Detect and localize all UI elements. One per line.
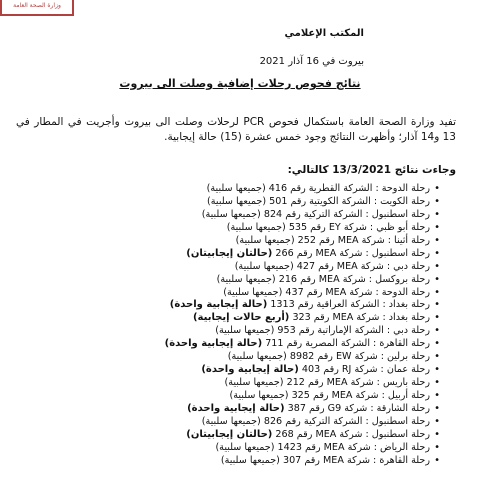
page-title: نتائج فحوص رحلات إضافية وصلت الى بيروت <box>119 77 361 90</box>
flight-test-result: (حالة إيجابية واحدة) <box>187 402 285 414</box>
flight-result-item <box>40 235 440 248</box>
results-heading: وجاءت نتائج 13/3/2021 كالتالي: <box>287 164 456 176</box>
flight-description: رحلة القاهرة : الشركة المصرية رقم 711 <box>262 338 430 350</box>
flight-test-result: (جميعها سلبية) <box>223 286 283 298</box>
flight-test-result: (حالتان إيجابيتان) <box>186 428 273 440</box>
flight-result-item <box>40 377 440 390</box>
release-date: بيروت في 16 آذار 2021 <box>259 56 364 67</box>
flight-result-item <box>40 274 440 287</box>
flight-test-result: (جميعها سلبية) <box>215 325 275 337</box>
flight-test-result: (جميعها سلبية) <box>229 390 289 401</box>
flight-test-result: (جميعها سلبية) <box>227 351 287 363</box>
flight-result-item <box>40 183 440 196</box>
flight-result-item <box>40 403 440 416</box>
flight-result-item <box>40 248 440 261</box>
flight-test-result: (حالة إيجابية واحدة) <box>169 299 268 311</box>
flight-test-result: (حالة إيجابية واحدة) <box>164 338 263 350</box>
flight-result-item <box>40 429 440 442</box>
flight-result-item <box>40 287 440 300</box>
flight-description: رحلة الدوحة : الشركة القطرية رقم 416 <box>265 183 430 194</box>
flight-description: رحلة أبو ظبي : شركة EY رقم 535 <box>285 221 430 233</box>
flight-description: رحلة الكويت : الشركة الكويتية رقم 501 <box>266 195 430 207</box>
intro-paragraph: تفيد وزارة الصحة العامة باستكمال فحوص PCR لرحلات وصلت الى بيروت وأجريت في المطار في 13 و14 آذار؛ وأظهرت النتائج وجود خمس عشرة (15) حالة إيجابية. <box>16 116 456 143</box>
flight-result-item <box>40 209 440 222</box>
flight-test-result: (جميعها سلبية) <box>216 273 276 285</box>
flight-results-list <box>40 183 440 468</box>
media-office-label: المكتب الإعلامي <box>284 28 364 39</box>
flight-result-item <box>40 390 440 403</box>
flight-test-result: (جميعها سلبية) <box>226 221 286 233</box>
flight-description: رحلة أثينا : شركة MEA رقم 252 <box>294 234 430 246</box>
flight-test-result: (جميعها سلبية) <box>206 183 266 194</box>
flight-test-result: (جميعها سلبية) <box>235 234 295 246</box>
flight-description: رحلة اسطنبول : الشركة التركية رقم 824 <box>260 208 430 220</box>
ministry-logo-stamp <box>0 0 74 16</box>
flight-description: رحلة برلين : شركة EW رقم 8982 <box>286 351 430 363</box>
flight-description: رحلة القاهرة : شركة MEA رقم 307 <box>279 454 430 466</box>
flight-description: رحلة بروكسل : شركة MEA رقم 216 <box>275 273 430 285</box>
flight-description: رحلة دبي : شركة MEA رقم 427 <box>293 260 430 272</box>
flight-description: رحلة اسطنبول : الشركة التركية رقم 826 <box>260 415 430 427</box>
flight-result-item <box>40 364 440 377</box>
flight-description: رحلة بغداد : شركة MEA رقم 323 <box>289 312 430 324</box>
flight-description: رحلة أربيل : شركة MEA رقم 325 <box>288 390 430 401</box>
flight-description: رحلة الشارقة : شركة G9 رقم 387 <box>284 402 430 414</box>
flight-result-item <box>40 338 440 351</box>
flight-description: رحلة دبي : الشركة الإماراتية رقم 953 <box>274 325 430 337</box>
flight-test-result: (جميعها سلبية) <box>220 454 280 466</box>
flight-result-item <box>40 196 440 209</box>
flight-description: رحلة عمان : شركة RJ رقم 403 <box>298 364 430 376</box>
flight-result-item <box>40 455 440 468</box>
stamp-text: وزارة الصحة العامة <box>13 2 61 9</box>
flight-result-item <box>40 351 440 364</box>
flight-test-result: (حالتان إيجابيتان) <box>186 247 273 259</box>
flight-description: رحلة بغداد : الشركة العراقية رقم 1313 <box>267 299 430 311</box>
flight-result-item <box>40 442 440 455</box>
flight-test-result: (جميعها سلبية) <box>234 260 294 272</box>
flight-description: رحلة اسطنبول : شركة MEA رقم 266 <box>272 247 430 259</box>
flight-description: رحلة باريس : شركة MEA رقم 212 <box>283 377 430 389</box>
flight-description: رحلة الدوحة : شركة MEA رقم 437 <box>282 286 430 298</box>
flight-description: رحلة الرياض : شركة MEA رقم 1423 <box>274 441 430 453</box>
flight-result-item <box>40 312 440 325</box>
flight-result-item <box>40 416 440 429</box>
flight-test-result: (جميعها سلبية) <box>201 415 261 427</box>
flight-test-result: (حالة إيجابية واحدة) <box>201 364 299 376</box>
flight-test-result: (جميعها سلبية) <box>201 208 261 220</box>
flight-result-item <box>40 222 440 235</box>
flight-result-item <box>40 299 440 312</box>
flight-test-result: (أربع حالات إيجابية) <box>192 312 290 324</box>
flight-test-result: (جميعها سلبية) <box>207 195 267 207</box>
flight-test-result: (جميعها سلبية) <box>215 441 275 453</box>
flight-test-result: (جميعها سلبية) <box>224 377 284 389</box>
flight-description: رحلة اسطنبول : شركة MEA رقم 268 <box>272 428 430 440</box>
flight-result-item <box>40 261 440 274</box>
flight-result-item <box>40 325 440 338</box>
